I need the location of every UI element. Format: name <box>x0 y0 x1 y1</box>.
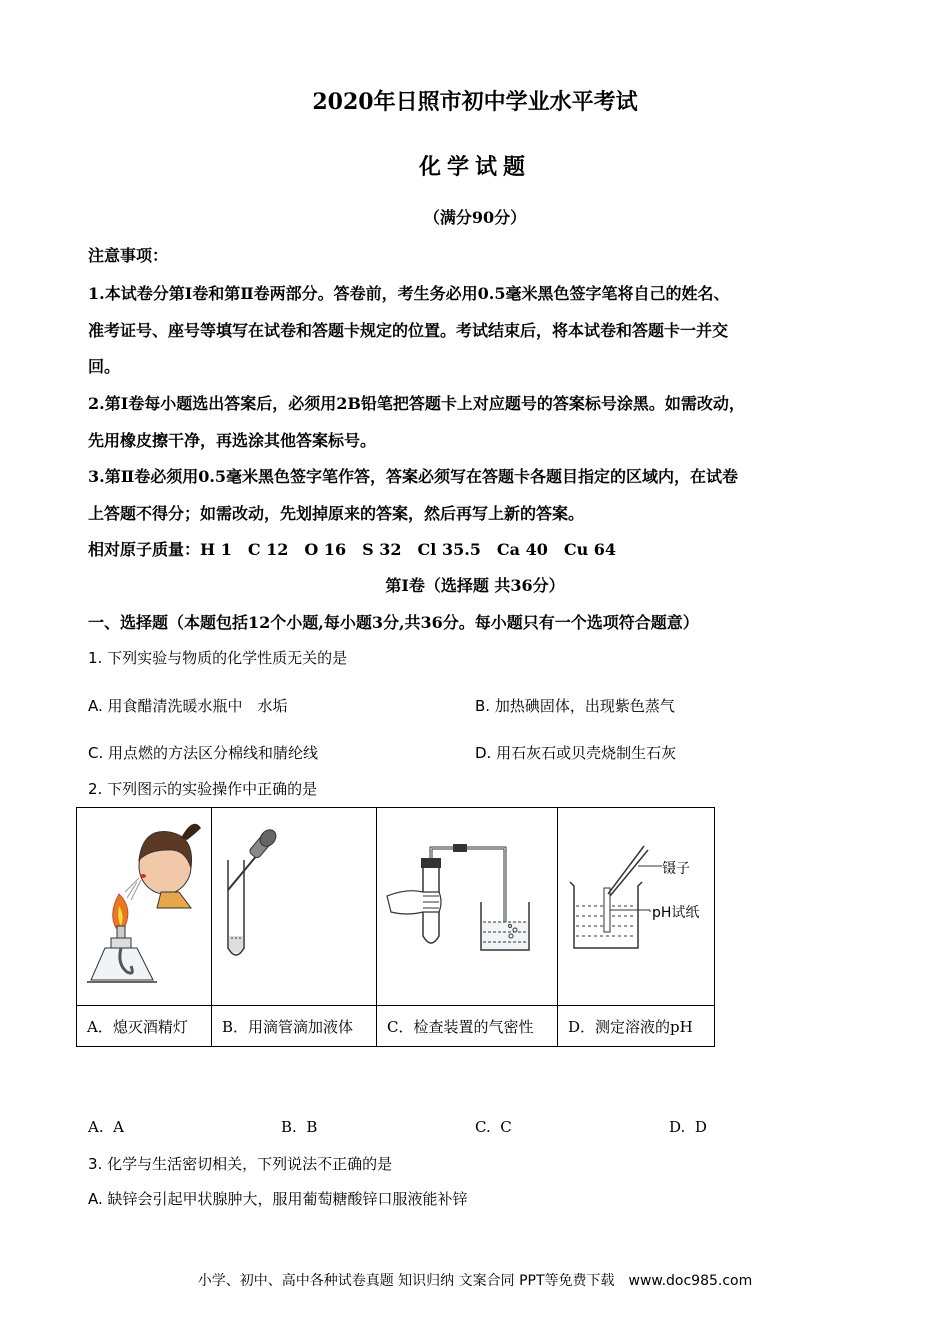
exam-title: 2020年日照市初中学业水平考试 <box>312 89 638 115</box>
question-2-option-c <box>475 1118 512 1136</box>
question-2-option-b <box>281 1118 317 1136</box>
dropper-tube-icon <box>212 808 376 1000</box>
section-title: 第Ⅰ卷（选择题 共36分） <box>385 576 565 595</box>
notice-heading: 注意事项： <box>88 246 169 265</box>
figure-a-cell <box>77 808 212 1006</box>
question-3-stem: 3. 化学与生活密切相关，下列说法不正确的是 <box>88 1155 393 1173</box>
question-1-option-a: A. 用食醋清洗暖水瓶中 水垢 <box>88 697 288 715</box>
notice-line: 1.本试卷分第Ⅰ卷和第Ⅱ卷两部分。答卷前，考生务必用0.5毫米黑色签字笔将自己的姓名、 <box>88 284 730 303</box>
airtightness-check-icon <box>377 808 557 1000</box>
option-letter: A. <box>88 1118 104 1136</box>
atomic-mass: 相对原子质量：H 1 C 12 O 16 S 32 Cl 35.5 Ca 40 Cu 64 <box>88 540 617 559</box>
question-2-stem: 2. 下列图示的实验操作中正确的是 <box>88 780 318 798</box>
notice-line: 上答题不得分；如需改动，先划掉原来的答案，然后再写上新的答案。 <box>88 504 585 523</box>
figure-c-caption: C．检查装置的气密性 <box>377 1006 558 1047</box>
alcohol-lamp-blowing-icon <box>77 808 211 1000</box>
question-1-stem: 1. 下列实验与物质的化学性质无关的是 <box>88 649 348 667</box>
option-letter: C. <box>475 1118 491 1136</box>
figure-c-cell <box>377 808 558 1006</box>
notice-line: 3.第Ⅱ卷必须用0.5毫米黑色签字笔作答，答案必须写在答题卡各题目指定的区域内，在试卷 <box>88 467 739 486</box>
notice-line: 先用橡皮擦干净，再选涂其他答案标号。 <box>88 431 377 450</box>
option-value: C <box>500 1118 512 1136</box>
question-3-option-a: A. 缺锌会引起甲状腺肿大，服用葡萄糖酸锌口服液能补锌 <box>88 1190 468 1208</box>
question-1-option-c: C. 用点燃的方法区分棉线和腈纶线 <box>88 744 319 762</box>
tweezers-label: 镊子 <box>662 861 690 877</box>
question-2-figure-table <box>76 807 715 1047</box>
question-1-option-d: D. 用石灰石或贝壳烧制生石灰 <box>475 744 677 762</box>
exam-subtitle: 化学试题 <box>418 154 531 180</box>
notice-line: 2.第Ⅰ卷每小题选出答案后，必须用2B铅笔把答题卡上对应题号的答案标号涂黑。如需改动， <box>88 394 745 413</box>
option-letter: D. <box>669 1118 686 1136</box>
option-letter: B. <box>281 1118 297 1136</box>
figure-b-caption: B．用滴管滴加液体 <box>212 1006 377 1047</box>
section-part: 一、选择题（本题包括12个小题,每小题3分,共36分。每小题只有一个选项符合题意） <box>88 613 699 632</box>
page-footer: 小学、初中、高中各种试卷真题 知识归纳 文案合同 PPT等免费下载 www.doc985.com <box>197 1273 753 1289</box>
figure-a-caption: A．熄灭酒精灯 <box>77 1006 212 1047</box>
option-value: D <box>694 1118 707 1136</box>
option-value: A <box>113 1118 124 1136</box>
question-1-option-b: B. 加热碘固体，出现紫色蒸气 <box>475 697 675 715</box>
full-score: （满分90分） <box>423 208 527 227</box>
question-2-option-a <box>88 1118 124 1136</box>
notice-line: 准考证号、座号等填写在试卷和答题卡规定的位置。考试结束后，将本试卷和答题卡一并交 <box>88 321 729 340</box>
question-2-option-d <box>669 1118 707 1136</box>
ph-paper-label: pH试纸 <box>652 905 700 921</box>
figure-d-caption: D．测定溶液的pH <box>558 1006 715 1047</box>
option-value: B <box>306 1118 318 1136</box>
notice-line: 回。 <box>88 357 121 376</box>
figure-d-cell <box>558 808 715 1006</box>
figure-b-cell <box>212 808 377 1006</box>
